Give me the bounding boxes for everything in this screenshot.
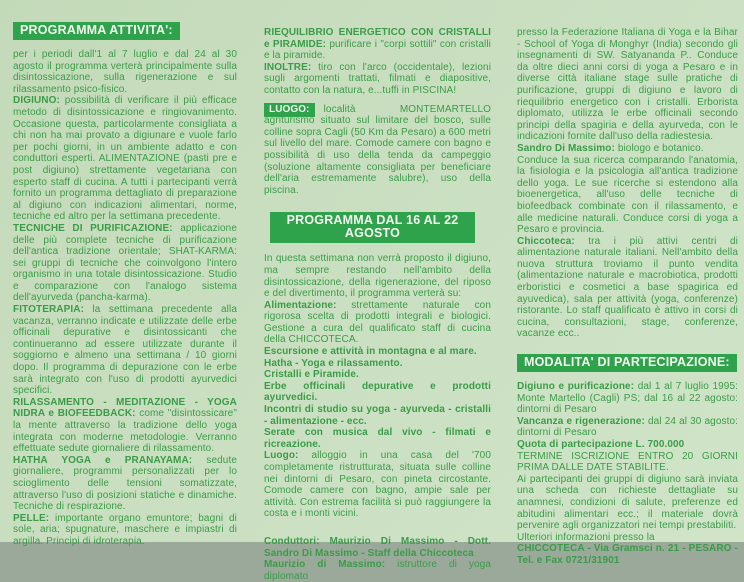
column-left — [13, 22, 237, 548]
text-segment: alloggio in una casa del '700 completamente ristrutturata, situata sulle colline nei dintorni di Pesaro, con pineta circostante. Comode camere con bagno, ampie sale per attività. Con estrema facilità si può raggiungere la costa e i monti vicini. — [264, 450, 491, 520]
text-segment: In questa settimana non verrà proposto il digiuno, ma sempre restando nell'ambito della disintossicazione, della rigenerazione, del riposo e del divertimento, il programma verterà su: — [264, 253, 491, 300]
paragraph — [517, 474, 738, 532]
text-segment: biologo e botanico. — [617, 142, 704, 154]
text-segment: Hatha - Yoga e rilassamento. — [264, 357, 403, 369]
text-segment: applicazione delle più complete tecniche di purificazione dell'antica tradizione orientale; SHAT-KARMA: sei gruppi di tecniche che coinvolgono l'intero organismo in una totale disintossicazione. Studio e comparazione con l'analogo sistema dell'ayurveda (pancha-karma). — [13, 222, 237, 304]
text-segment: TECNICHE DI PURIFICAZIONE: — [13, 222, 181, 234]
text-segment: dal 1 al 7 luglio 1995: Monte Martello (Cagli) PS; dal 16 al 22 agosto: dintorni di Pesaro — [517, 381, 738, 416]
text-segment: DIGIUNO: — [13, 95, 65, 107]
text-segment: Luogo: — [264, 450, 312, 462]
paragraph — [264, 300, 491, 346]
text-segment: tiro con l'arco (occidentale), lezioni sugli argomenti trattati, filmati e diapositive, contatto con la natura, e...tuffi in PISCINA! — [264, 61, 492, 96]
section-heading: PROGRAMMA DAL 16 AL 22 AGOSTO — [270, 212, 475, 243]
text-segment: TERMINE ISCRIZIONE ENTRO 20 GIORNI PRIMA DALLE DATE STABILITE. — [517, 450, 738, 474]
text-segment: HATHA YOGA e PRANAYAMA: — [13, 454, 207, 466]
paragraph — [264, 253, 491, 299]
column-right — [517, 27, 738, 567]
section-heading: PROGRAMMA ATTIVITA': — [13, 22, 180, 40]
text-segment: tra i più attivi centri di alimentazione naturale italiani. Nell'ambito della nuova struttura troviamo il punto vendita (alimentazione naturale e macrobiotica, prodotti erboristici e cosmetici a base spagirica ed ayuvedica), sala per attività (yoga, conferenze) ristorante. Lo staff qualificato è attivo in corsi di cucina, consultazioni, stage, conferenze, vacanze ecc.. — [517, 235, 738, 340]
text-segment: Erbe officinali depurative e prodotti ayurvedici. — [264, 380, 491, 404]
text-segment: presso la Federazione Italiana di Yoga e la Bihar - School of Yoga di Monghyr (India) secondo gli insegnamenti di SW. Satyananda P.. Conduce da oltre dieci anni corsi di yoga a Pesaro e in diverse città italiane stage sulle pratiche di purificazione, gruppi di digiuno e lavoro di riequilibrio energetico con i cristalli. Erborista diplomato, utilizza le erbe officinali secondo principi della spagiria e della ayurveda, con le indicazioni fornite dall'uso della radiestesia. — [517, 27, 738, 143]
text-segment: Escursione e attività in montagna e al mare. — [264, 346, 477, 358]
text-segment: FITOTERAPIA: — [13, 304, 93, 316]
text-segment: dal 24 al 30 agosto: dintorni di Pesaro — [517, 415, 738, 439]
paragraph — [264, 104, 491, 197]
text-segment: importante organo emuntore; bagni di sole, aria; spugnature, maschere e impiastri di argilla. Principi di idroterapia. — [13, 512, 237, 547]
text-segment: strettamente naturale con rigorosa scelta di prodotti integrali e biologici. Gestione a cura del qualificato staff di cucina della CHICCOTECA. — [264, 299, 491, 346]
paragraph — [13, 95, 237, 223]
paragraph — [517, 439, 738, 451]
text-segment: come "disintossicare" la mente attraverso la tradizione dello yoga integrata con moderne metodologie. Verranno effettuate sedute giornaliere di rilassamento. — [13, 408, 237, 455]
text-segment: Quota di partecipazione L. 700.000 — [517, 439, 685, 450]
text-segment: Ulteriori informazioni presso la — [517, 531, 655, 543]
paragraph — [517, 451, 738, 474]
paragraph — [264, 62, 491, 97]
text-segment: possibilità di verificare il più efficace metodo di disintossicazione e ringiovanimento. Occasione questa, particolarmente consigliata a chi non ha mai provato a digiunare e vuole farlo per pochi giorni, in un ambiente adatto e con conduttori esperti. ALIMENTAZIONE (pasti pre e post digiuno) strettamente vegetariana con esperto staff di cucina. A tutti i partecipanti verrà fornito un programma dettagliato di preparazione al digiuno con indicazioni alimentari, norme, tecniche ed altro per la settimana precedente. — [13, 95, 237, 223]
text-segment: CHICCOTECA - Via Gramsci n. 21 - PESARO - Tel. e Fax 0721/31901 — [517, 543, 738, 566]
paragraph — [13, 304, 237, 397]
paragraph — [13, 49, 237, 95]
paragraph — [264, 27, 491, 62]
paragraph — [517, 416, 738, 439]
paragraph — [264, 381, 491, 404]
paragraph — [264, 559, 491, 582]
text-segment: INOLTRE: — [264, 61, 319, 73]
paragraph — [517, 543, 738, 566]
paragraph — [517, 236, 738, 340]
text-segment: Chiccoteca: — [517, 235, 589, 247]
inline-label: LUOGO: — [264, 103, 315, 117]
text-segment: Ai partecipanti dei gruppi di digiuno sarà inviata una scheda con richieste dettagliate su anamnesi, condizioni di salute, preferenze ed abitudini alimentari ecc.; il materiale dovrà pervenire agli organizzatori nei tempi prestabiliti. — [517, 473, 738, 532]
text-segment: per i periodi dall'1 al 7 luglio e dal 24 al 30 agosto il programma verterà principalmente sulla disintossicazione, sulla rigenerazione e sul rilassamento psico-fisico. — [13, 49, 237, 95]
paragraph — [264, 346, 491, 358]
text-segment: Incontri di studio su yoga - ayurveda - cristalli - alimentazione - ecc. — [264, 404, 491, 427]
text-segment: Serate con musica dal vivo - filmati e ricreazione. — [264, 427, 491, 450]
text-segment: RILASSAMENTO - MEDITAZIONE - YOGA NIDRA e BIOFEEDBACK: — [13, 396, 237, 420]
text-segment: Cristalli e Piramide. — [264, 369, 359, 381]
text-segment: Vancanza e rigenerazione: — [517, 415, 648, 427]
paragraph — [517, 27, 738, 143]
text-segment: Conduttori: Maurizio Di Massimo - Dott. Sandro Di Massimo - Staff della Chiccoteca — [264, 535, 491, 559]
paragraph — [264, 427, 491, 450]
text-segment: Maurizio di Massimo: — [264, 559, 398, 571]
text-segment: località MONTEMARTELLO agriturismo situato sul limitare del bosco, sulle colline sopra Cagli (50 Km da Pesaro) a 600 metri sul livello del mare. Comode camere con bagno e possibilità di uso della tenda da campeggio (soluzione altamente consigliata per beneficiare dell'aria estremamente salubre), uso della piscina. — [264, 103, 491, 196]
text-segment: la settimana precedente alla vacanza, verranno indicate e utilizzate delle erbe officinali depurative e disintossicanti che continueranno ad essere utilizzate durante il soggiorno e almeno una settimana / 10 giorni dopo. Il programma di depurazione con le erbe sarà integrato con l'uso di prodotti ayurvedici specifici. — [13, 304, 237, 397]
text-segment: Alimentazione: — [264, 299, 352, 311]
section-heading: MODALITA' DI PARTECIPAZIONE: — [517, 354, 737, 372]
paragraph — [264, 404, 491, 427]
paragraph — [264, 536, 491, 559]
column-middle — [264, 27, 491, 582]
text-segment: sedute giornaliere, programmi personalizzati per lo scioglimento delle tensioni somatizzate, attraverso l'uso di posizioni statiche e dinamiche. Tecniche di respirazione. — [13, 454, 237, 513]
text-segment: purificare i "corpi sottili" con cristalli e la piramide. — [264, 38, 491, 62]
paragraph — [264, 450, 491, 520]
paragraph — [13, 455, 237, 513]
text-segment: PELLE: — [13, 512, 55, 524]
paragraph — [13, 397, 237, 455]
text-segment: Digiuno e purificazione: — [517, 381, 638, 393]
text-segment: RIEQUILIBRIO ENERGETICO CON CRISTALLI e PIRAMIDE: — [264, 27, 491, 50]
paragraph — [13, 513, 237, 548]
paragraph — [13, 223, 237, 304]
paragraph — [517, 143, 738, 155]
text-segment: Conduce la sua ricerca comparando l'anatomia, la fisiologia e la psicologia all'antica tradizione dello yoga. Le sue ricerche si estendono alla bioenergetica, all'uso delle tecniche di biofeedback combinate con il rilassamento, e alle medicine naturali. Conduce corsi di yoga a Pesaro e provincia. — [517, 154, 738, 236]
text-segment: Sandro Di Massimo: — [517, 142, 618, 154]
paragraph — [517, 532, 738, 544]
paragraph — [517, 381, 738, 416]
paragraph — [264, 358, 491, 370]
paragraph — [517, 155, 738, 236]
paragraph — [264, 369, 491, 381]
text-segment: istruttore di yoga diplomato — [264, 559, 491, 582]
